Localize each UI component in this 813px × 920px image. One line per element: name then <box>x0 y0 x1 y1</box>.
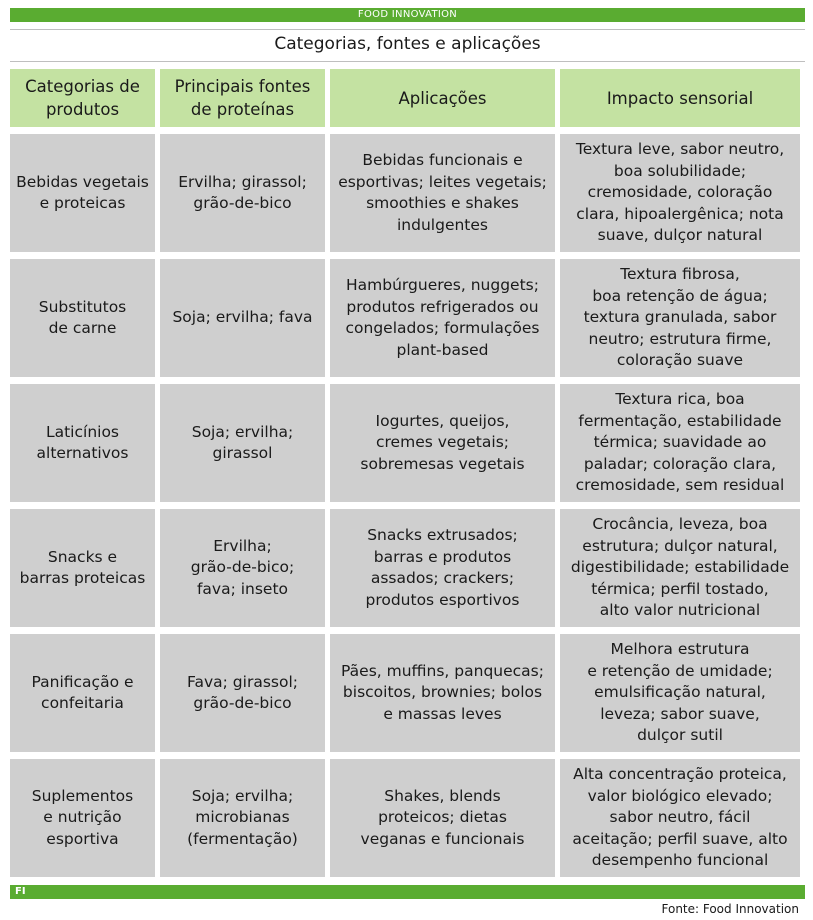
header-cell-protein-sources: Principais fontes de proteínas <box>160 69 325 127</box>
title-top-rule <box>10 29 805 30</box>
table-cell: Shakes, blends proteicos; dietas veganas e funcionais <box>330 759 555 877</box>
table-cell: Pães, muffins, panquecas; biscoitos, brownies; bolos e massas leves <box>330 634 555 752</box>
table-cell: Soja; ervilha; girassol <box>160 384 325 502</box>
table-cell: Ervilha; grão-de-bico; fava; inseto <box>160 509 325 627</box>
page-title: Categorias, fontes e aplicações <box>274 34 541 54</box>
table-cell: Fava; girassol; grão-de-bico <box>160 634 325 752</box>
table-cell: Hambúrgueres, nuggets; produtos refrigerados ou congelados; formulações plant-based <box>330 259 555 377</box>
header-cell-sensory-impact: Impacto sensorial <box>560 69 800 127</box>
brand-bar: FOOD INNOVATION <box>10 8 805 22</box>
table-cell: Textura leve, sabor neutro, boa solubilidade; cremosidade, coloração clara, hipoalergênica; nota suave, dulçor natural <box>560 134 800 252</box>
table-cell: Textura fibrosa, boa retenção de água; textura granulada, sabor neutro; estrutura firme, coloração suave <box>560 259 800 377</box>
table-cell: Bebidas funcionais e esportivas; leites vegetais; smoothies e shakes indulgentes <box>330 134 555 252</box>
header-cell-category: Categorias de produtos <box>10 69 155 127</box>
table-cell: Snacks extrusados; barras e produtos assados; crackers; produtos esportivos <box>330 509 555 627</box>
table-cell: Soja; ervilha; microbianas (fermentação) <box>160 759 325 877</box>
table-cell: Bebidas vegetais e proteicas <box>10 134 155 252</box>
categories-table <box>10 69 800 877</box>
table-cell: Textura rica, boa fermentação, estabilidade térmica; suavidade ao paladar; coloração clara, cremosidade, sem residual <box>560 384 800 502</box>
table-cell: Iogurtes, queijos, cremes vegetais; sobremesas vegetais <box>330 384 555 502</box>
table-cell: Snacks e barras proteicas <box>10 509 155 627</box>
source-note: Fonte: Food Innovation <box>661 902 799 916</box>
table-cell: Melhora estrutura e retenção de umidade; emulsificação natural, leveza; sabor suave, dulçor sutil <box>560 634 800 752</box>
table-cell: Ervilha; girassol; grão-de-bico <box>160 134 325 252</box>
table-cell: Panificação e confeitaria <box>10 634 155 752</box>
table-cell: Alta concentração proteica, valor biológico elevado; sabor neutro, fácil aceitação; perfil suave, alto desempenho funcional <box>560 759 800 877</box>
header-cell-applications: Aplicações <box>330 69 555 127</box>
table-cell: Laticínios alternativos <box>10 384 155 502</box>
table-cell: Suplementos e nutrição esportiva <box>10 759 155 877</box>
footer-logo-bar: FI <box>10 885 805 899</box>
title-bottom-rule <box>10 61 805 62</box>
table-cell: Crocância, leveza, boa estrutura; dulçor natural, digestibilidade; estabilidade térmica; perfil tostado, alto valor nutricional <box>560 509 800 627</box>
table-cell: Soja; ervilha; fava <box>160 259 325 377</box>
table-cell: Substitutos de carne <box>10 259 155 377</box>
